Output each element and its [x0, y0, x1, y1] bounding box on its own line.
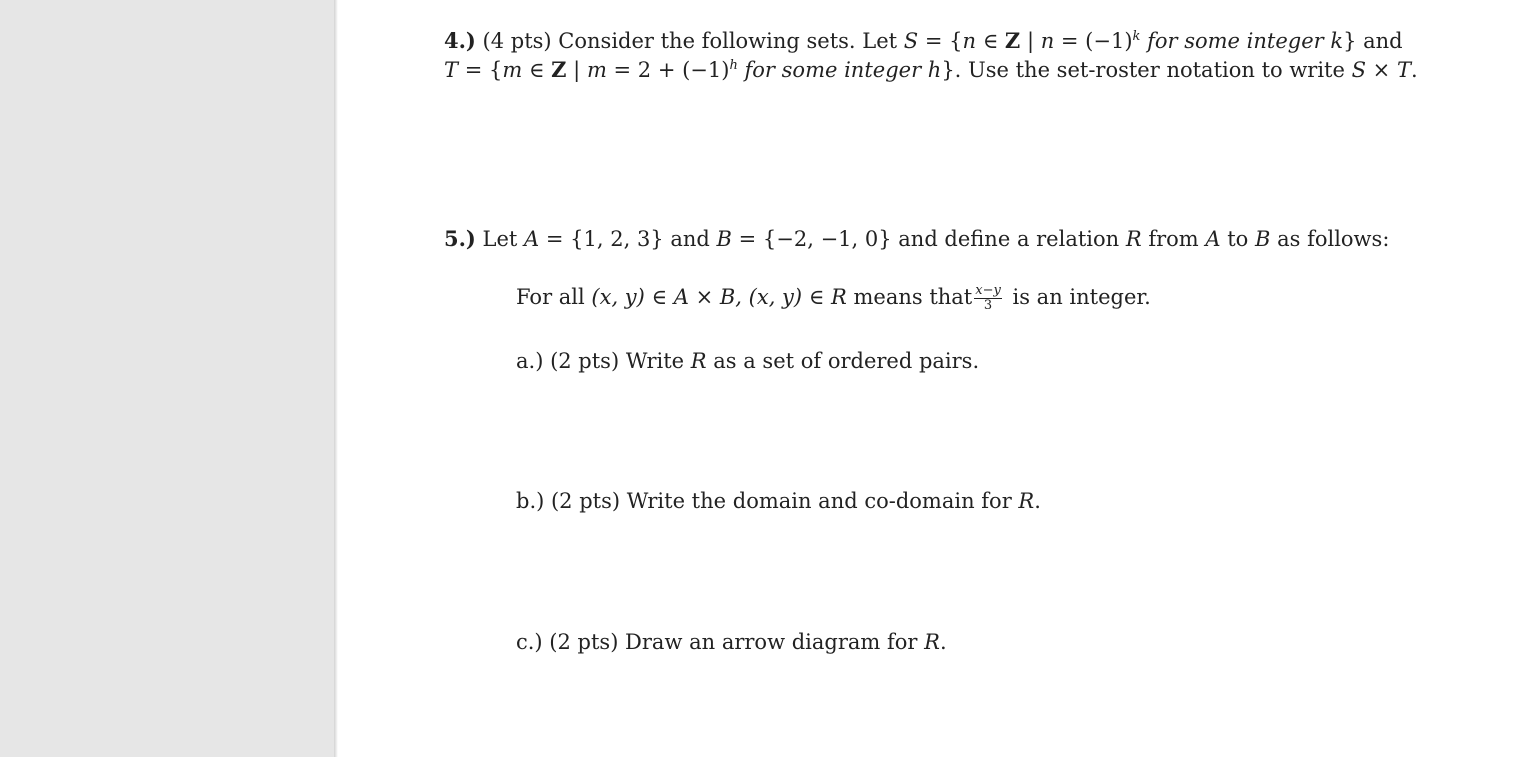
q4-exp-h: h [729, 58, 738, 73]
q5c-relation-r: R [924, 630, 940, 654]
q5b-relation-r: R [1018, 489, 1035, 513]
q5b [516, 487, 1041, 516]
q4-line-2 [444, 55, 1418, 85]
q4-bar2: | [566, 58, 587, 82]
q4-close2: }. Use the set-roster notation to write [941, 58, 1352, 82]
q5a-relation-r: R [690, 349, 707, 373]
q5b-end: . [1034, 489, 1041, 513]
q4-close1: } and [1343, 29, 1403, 53]
q4-bar1: | [1020, 29, 1041, 53]
q5-fraction [974, 284, 1002, 313]
q5-for-all: For all [516, 285, 592, 309]
q5-set-b: B [716, 227, 732, 251]
q4-integers-z2: Z [551, 57, 567, 82]
q5c-label: c.) (2 pts) Draw an arrow diagram for [516, 630, 925, 654]
q4-line-1 [444, 26, 1403, 56]
q4-var-n: n [962, 29, 977, 53]
q5-eq-b: = {−2, −1, 0} and define a relation [731, 227, 1126, 251]
q4-for-some-h: for some integer h [737, 58, 942, 82]
q5-set-a: A [524, 227, 540, 251]
q4-intro: (4 pts) Consider the following sets. Let [482, 29, 904, 53]
q5-fraction-numerator: x−y [975, 283, 1001, 298]
q5-pair-condition: (x, y) ∈ A × B, (x, y) ∈ R [591, 285, 847, 309]
q4-product: S × T [1351, 58, 1411, 82]
q4-number: 4.) [444, 28, 476, 53]
q4-set-s: S [903, 29, 919, 53]
document-page [338, 0, 1539, 757]
q5-to: to [1220, 227, 1255, 251]
q4-eq3: = { [458, 58, 503, 82]
q5-eq-a: = {1, 2, 3} and [539, 227, 717, 251]
q5c-end: . [939, 630, 947, 654]
q5-relation-r: R [1125, 227, 1142, 251]
q4-var-m: m [502, 58, 523, 82]
q4-period: . [1410, 58, 1418, 82]
q5a-rest: as a set of ordered pairs. [706, 349, 980, 373]
q5-let: Let [482, 227, 525, 251]
q5-set-b2: B [1254, 227, 1271, 251]
q4-exp-k: k [1132, 29, 1141, 44]
q4-set-t: T [444, 58, 459, 82]
q5-follows: as follows: [1270, 227, 1390, 251]
left-gutter [0, 0, 334, 757]
q5-number: 5.) [444, 226, 476, 251]
q5b-label: b.) (2 pts) Write the domain and co-domain for [516, 489, 1019, 513]
q5-fraction-denominator: 3 [983, 298, 993, 313]
q5-is-integer: is an integer. [1005, 285, 1151, 309]
q5a-label: a.) (2 pts) Write [516, 349, 691, 373]
q4-var-m2: m [586, 58, 607, 82]
q5-definition [516, 280, 1151, 314]
q5-set-a2: A [1205, 227, 1221, 251]
q5a [516, 347, 979, 376]
q4-eq1: = { [918, 29, 963, 53]
q4-in1: ∈ [976, 29, 1005, 53]
q5-line-1 [444, 224, 1389, 254]
q5-from: from [1141, 227, 1206, 251]
q4-eq2: = (−1) [1054, 29, 1133, 53]
q5-means-that: means that [846, 285, 973, 309]
q4-in2: ∈ [522, 58, 552, 82]
q4-integers-z1: Z [1004, 28, 1021, 53]
q5c [516, 628, 947, 657]
q4-var-n2: n [1040, 29, 1055, 53]
q4-for-some-k: for some integer k [1140, 29, 1344, 53]
q4-eq4: = 2 + (−1) [606, 58, 730, 82]
